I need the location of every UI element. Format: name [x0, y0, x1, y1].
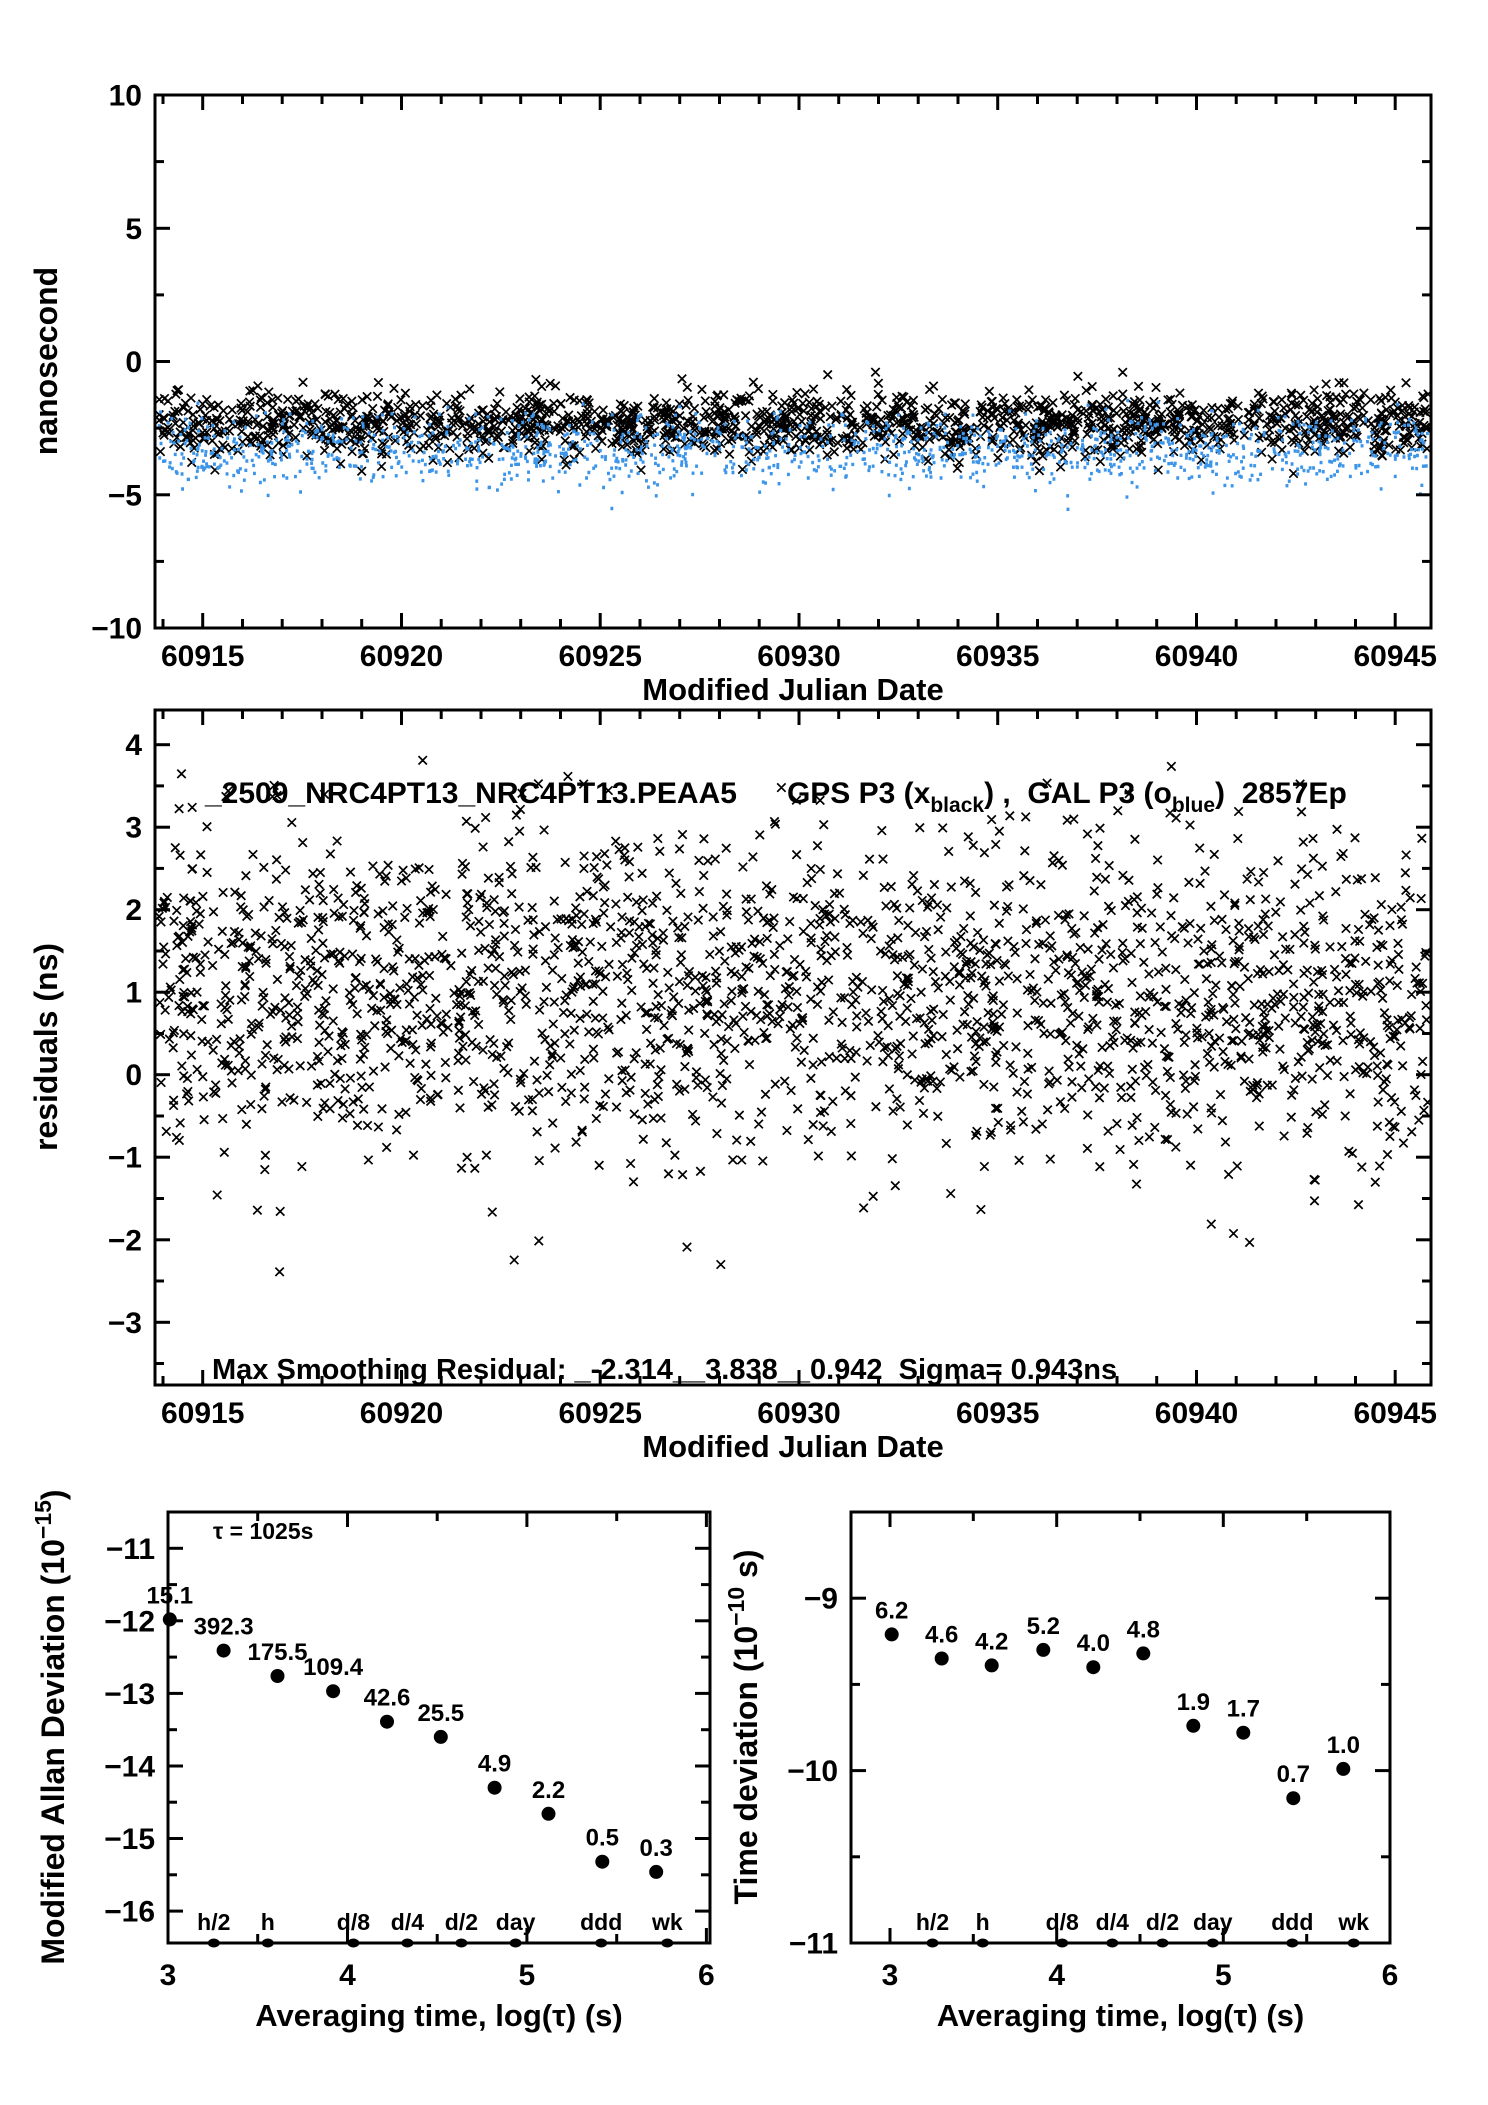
gps-gal-comparison-x-axis-title: Modified Julian Date: [642, 672, 944, 707]
gps-gal-comparison-y-tick-labels: [91, 80, 142, 646]
smoothing-residuals-annotation: Max Smoothing Residual: _-2.314__3.838__0.942 Sigma= 0.943ns: [212, 1354, 1118, 1386]
averaging-interval-label: h: [260, 1909, 275, 1935]
x-tick-label: 3: [159, 1959, 177, 1992]
x-tick-label: 4: [339, 1959, 356, 1992]
data-point: [1086, 1660, 1100, 1674]
data-point: [595, 1855, 609, 1869]
y-tick-label: −14: [104, 1750, 155, 1784]
averaging-interval-mark: [401, 1939, 413, 1948]
y-tick-label: −10: [787, 1755, 838, 1789]
averaging-interval-label: d/8: [1045, 1909, 1079, 1935]
data-point: [1186, 1719, 1200, 1733]
x-tick-label: 60915: [160, 1397, 245, 1430]
y-tick-label: 3: [125, 811, 142, 845]
time-deviation-x-tick-labels: [882, 1959, 1399, 1992]
point-value-label: 4.0: [1076, 1630, 1110, 1658]
averaging-interval-mark: [1348, 1939, 1360, 1948]
point-value-label: 42.6: [363, 1684, 411, 1712]
averaging-interval-label: h/2: [915, 1909, 950, 1935]
x-tick-label: 60940: [1154, 640, 1239, 673]
data-point: [326, 1684, 340, 1698]
data-point: [542, 1807, 556, 1821]
y-tick-label: 2: [125, 894, 142, 928]
averaging-interval-label: h/2: [197, 1909, 231, 1935]
modified-allan-deviation-y-axis-title: Modified Allan Deviation $(10^{-15})$: [30, 1489, 71, 1965]
plot-gps-gal-comparison: [28, 80, 1437, 818]
averaging-interval-mark: [1286, 1939, 1298, 1948]
smoothing-residuals-x-axis-title: Modified Julian Date: [642, 1429, 944, 1464]
y-tick-label: −3: [107, 1306, 142, 1340]
y-tick-label: 4: [125, 729, 142, 763]
data-point: [1336, 1762, 1350, 1776]
data-point: [217, 1644, 231, 1658]
averaging-interval-mark: [510, 1939, 522, 1948]
x-tick-label: 5: [1214, 1959, 1232, 1992]
averaging-interval-label: d/8: [336, 1909, 371, 1935]
point-value-label: 175.5: [247, 1639, 308, 1666]
x-tick-label: 60935: [955, 640, 1040, 673]
averaging-interval-mark: [262, 1939, 274, 1948]
averaging-interval-label: ddd: [580, 1909, 623, 1935]
smoothing-residuals-y-tick-labels: [108, 729, 143, 1340]
averaging-interval-label: d/2: [444, 1909, 479, 1935]
x-tick-label: 60930: [757, 640, 841, 673]
modified-allan-deviation-points: [163, 1612, 674, 1947]
data-point: [885, 1627, 899, 1641]
point-value-label: 1.0: [1326, 1731, 1360, 1759]
x-tick-label: 60930: [757, 1397, 841, 1430]
x-tick-label: 4: [1048, 1959, 1066, 1992]
plot-modified-allan-deviation: [30, 1489, 715, 2033]
y-tick-label: −12: [104, 1605, 155, 1639]
modified-allan-deviation-value-labels: [146, 1582, 672, 1862]
point-value-label: 4.2: [975, 1628, 1009, 1656]
data-point: [271, 1669, 285, 1683]
modified-allan-deviation-annotation: τ = 1025s: [213, 1518, 314, 1544]
averaging-interval-label: d/4: [1095, 1909, 1129, 1935]
point-value-label: 0.3: [639, 1834, 673, 1862]
point-value-label: 2.2: [531, 1776, 566, 1804]
y-tick-label: −11: [788, 1927, 838, 1961]
data-point: [380, 1715, 394, 1729]
gps-gal-comparison-legend: _2509_NRC4PT13_NRC4PT13.PEAA5 GPS P3 $(x_{black})$ , GAL P3 $(o_{blue})$ 2857Ep: [205, 777, 1347, 817]
time-deviation-y-tick-labels: [787, 1583, 838, 1961]
modified-allan-deviation-frame: [168, 1512, 710, 1943]
y-tick-label: 0: [125, 346, 142, 379]
averaging-interval-mark: [208, 1939, 220, 1948]
averaging-interval-mark: [1157, 1939, 1169, 1948]
data-point: [1036, 1643, 1050, 1657]
modified-allan-deviation-x-tick-labels: [160, 1959, 715, 1992]
gps-gal-comparison-y-axis-title: nanosecond: [28, 266, 64, 456]
x-tick-label: 6: [698, 1959, 715, 1992]
time-deviation-ticks: [851, 1512, 1390, 1943]
averaging-interval-label: day: [495, 1909, 536, 1935]
y-tick-label: −5: [107, 479, 142, 513]
data-point: [985, 1658, 999, 1672]
y-tick-label: −16: [104, 1895, 155, 1929]
x-tick-label: 60935: [955, 1397, 1040, 1430]
y-tick-label: 5: [125, 212, 142, 246]
y-tick-label: −15: [104, 1823, 155, 1856]
data-point: [434, 1730, 448, 1744]
point-value-label: 109.4: [303, 1654, 364, 1682]
y-tick-label: −13: [104, 1677, 155, 1711]
averaging-interval-mark: [1106, 1939, 1118, 1948]
time-deviation-value-labels: [875, 1597, 1360, 1788]
modified-allan-deviation-x-axis-title: Averaging time, log(τ) (s): [255, 1998, 623, 2033]
y-tick-label: 10: [108, 79, 142, 113]
averaging-interval-mark: [347, 1939, 359, 1948]
averaging-interval-mark: [927, 1939, 939, 1948]
x-tick-label: 60920: [359, 640, 444, 673]
time-deviation-x-axis-title: Averaging time, log(τ) (s): [936, 1998, 1305, 2033]
x-tick-label: 60920: [359, 1397, 444, 1430]
averaging-interval-mark: [1207, 1939, 1219, 1948]
averaging-interval-mark: [661, 1939, 673, 1948]
averaging-interval-label: ddd: [1271, 1909, 1314, 1935]
data-point: [488, 1781, 502, 1795]
y-tick-label: −10: [91, 612, 142, 646]
gps-gal-comparison-frame: [155, 95, 1431, 628]
plot-time-deviation: [723, 1512, 1398, 2033]
y-tick-label: 1: [125, 976, 142, 1010]
point-value-label: 25.5: [417, 1699, 465, 1727]
time-deviation-ref-labels: [916, 1909, 1369, 1935]
data-point: [163, 1612, 177, 1626]
x-tick-label: 60925: [558, 1397, 642, 1430]
x-tick-label: 60925: [558, 640, 642, 673]
x-tick-label: 60915: [160, 640, 245, 673]
y-tick-label: −11: [105, 1532, 155, 1566]
averaging-interval-label: wk: [651, 1909, 683, 1935]
residual-points: [155, 756, 1432, 1276]
point-value-label: 15.1: [146, 1582, 194, 1610]
averaging-interval-mark: [977, 1939, 989, 1948]
x-tick-label: 60945: [1353, 640, 1437, 673]
gps-gal-comparison-x-tick-labels: [161, 640, 1437, 673]
y-tick-label: −1: [107, 1141, 142, 1175]
x-tick-label: 60945: [1353, 1397, 1437, 1430]
data-point: [649, 1865, 663, 1879]
y-tick-label: −2: [107, 1224, 142, 1258]
gps-gal-comparison-ticks: [155, 95, 1431, 628]
averaging-interval-mark: [455, 1939, 467, 1948]
data-point: [1136, 1646, 1150, 1660]
point-value-label: 4.9: [477, 1750, 512, 1778]
data-point: [1236, 1726, 1250, 1740]
time-deviation-frame: [851, 1512, 1390, 1943]
point-value-label: 0.5: [585, 1824, 619, 1852]
x-tick-label: 3: [881, 1959, 899, 1992]
y-tick-label: −9: [803, 1582, 838, 1616]
point-value-label: 1.7: [1226, 1695, 1260, 1723]
point-value-label: 1.9: [1176, 1688, 1210, 1716]
time-deviation-y-axis-title: Time deviation ($10^{-10}$ s): [723, 1549, 764, 1905]
point-value-label: 4.8: [1126, 1616, 1160, 1644]
smoothing-residuals-x-tick-labels: [161, 1397, 1437, 1430]
averaging-interval-label: h: [975, 1909, 990, 1935]
smoothing-residuals-y-axis-title: residuals (ns): [28, 942, 64, 1152]
averaging-interval-label: day: [1192, 1909, 1233, 1935]
averaging-interval-label: d/2: [1145, 1909, 1180, 1935]
x-tick-label: 5: [518, 1959, 536, 1992]
point-value-label: 392.3: [193, 1613, 254, 1641]
averaging-interval-label: d/4: [390, 1909, 425, 1935]
data-point: [935, 1652, 949, 1666]
x-tick-label: 60940: [1154, 1397, 1239, 1430]
plot-smoothing-residuals: [28, 710, 1437, 1464]
y-tick-label: 0: [125, 1059, 142, 1093]
averaging-interval-mark: [1056, 1939, 1068, 1948]
x-tick-label: 6: [1381, 1959, 1399, 1992]
averaging-interval-mark: [595, 1939, 607, 1948]
data-point: [1286, 1791, 1300, 1805]
modified-allan-deviation-ref-labels: [197, 1909, 683, 1935]
averaging-interval-label: wk: [1338, 1909, 1370, 1935]
point-value-label: 6.2: [875, 1597, 909, 1625]
point-value-label: 0.7: [1276, 1761, 1310, 1789]
modified-allan-deviation-ticks: [168, 1512, 710, 1943]
point-value-label: 4.6: [925, 1621, 959, 1649]
point-value-label: 5.2: [1026, 1612, 1060, 1640]
